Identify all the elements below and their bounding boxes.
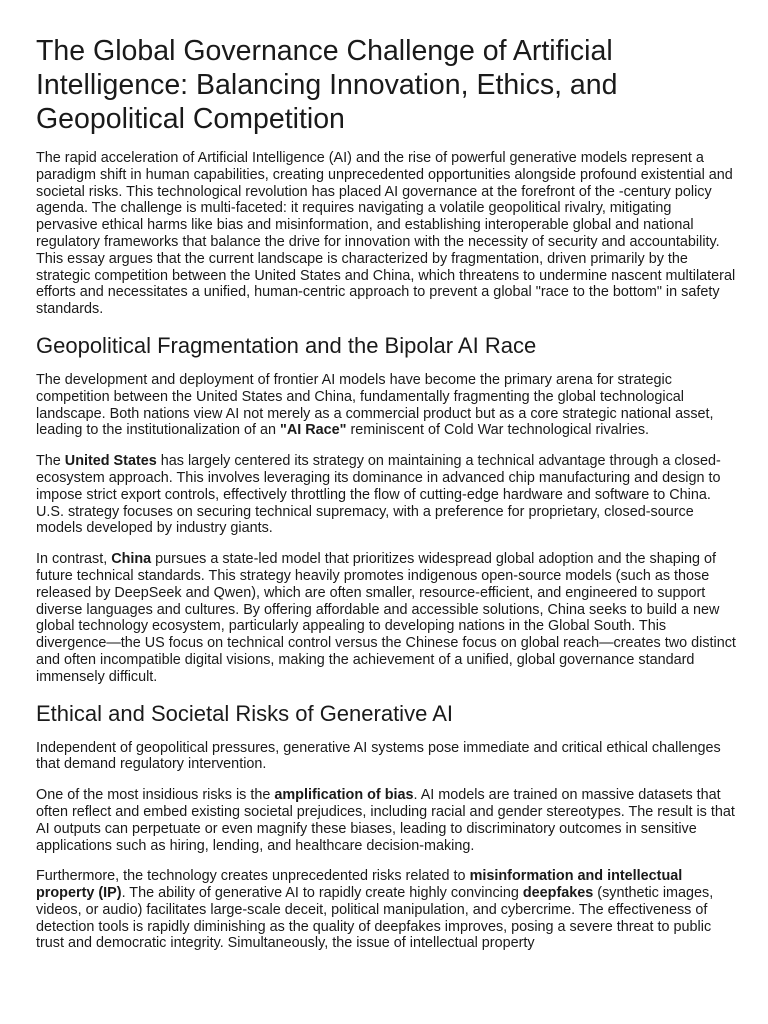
section-heading-geopolitical: Geopolitical Fragmentation and the Bipolar AI Race: [36, 332, 537, 358]
bold-term-deepfakes: deepfakes: [522, 885, 594, 902]
text-run: . AI models are trained on massive datasets that often reflect and embed existing societal prejudices, including racial and gender stereotypes. The result is that AI outputs can perpetuate or even magnify these biases, leading to discriminatory outcomes in sensitive applications such as hiring, lending, and healthcare decision-making.: [36, 787, 735, 854]
paragraph-china: [36, 551, 736, 685]
text-run: has largely centered its strategy on maintaining a technical advantage through a closed-ecosystem approach. This involves leveraging its dominance in advanced chip manufacturing and design to impose strict export controls, effectively throttling the flow of cutting-edge hardware and software to China. U.S. strategy focuses on securing technical supremacy, with a preference for proprietary, closed-source models developed by industry giants.: [36, 453, 721, 537]
bold-term-bias: amplification of bias: [274, 787, 414, 804]
bold-term-united-states: United States: [64, 453, 157, 470]
intro-paragraph: The rapid acceleration of Artificial Intelligence (AI) and the rise of powerful generative models represent a paradigm shift in human capabilities, creating unprecedented opportunities alongside profound existential and societal risks. This technological revolution has placed AI governance at the forefront of the -century policy agenda. The challenge is multi-faceted: it requires navigating a volatile geopolitical rivalry, mitigating pervasive ethical harms like bias and misinformation, and establishing interoperable global and national regulatory frameworks that balance the drive for innovation with the necessity of security and accountability. This essay argues that the current landscape is characterized by fragmentation, driven primarily by the strategic competition between the United States and China, which threatens to undermine nascent multilateral efforts and necessitates a unified, human-centric approach to prevent a global "race to the bottom" in safety standards.: [36, 150, 736, 318]
text-run: reminiscent of Cold War technological rivalries.: [346, 422, 650, 439]
text-run: The development and deployment of frontier AI models have become the primary arena for strategic competition between the United States and China, fundamentally fragmenting the global technological landscape. Both nations view AI not merely as a commercial product but as a core strategic national asset, leading to the institutionalization of an: [36, 371, 714, 439]
text-run: The: [36, 453, 65, 470]
section-heading-ethical-risks: Ethical and Societal Risks of Generative AI: [36, 700, 453, 726]
text-run: Furthermore, the technology creates unprecedented risks related to: [36, 868, 470, 885]
text-run: In contrast,: [36, 551, 112, 568]
bold-term-misinformation: misinformation and intellectual property (IP): [36, 868, 683, 902]
text-run: (synthetic images, videos, or audio) facilitates large-scale deceit, political manipulation, and cybercrime. The effectiveness of detection tools is rapidly diminishing as the quality of deepfakes improves, posing a severe threat to public trust and democratic integrity. Simultaneously, the issue of intellectual property: [36, 885, 714, 952]
paragraph-bias: [36, 787, 736, 854]
document-title: The Global Governance Challenge of Artificial Intelligence: Balancing Innovation, Ethics, and Geopolitical Competition: [36, 35, 618, 135]
text-run: pursues a state-led model that prioritizes widespread global adoption and the shaping of future technical standards. This strategy heavily promotes indigenous open-source models (such as those released by DeepSeek and Qwen), which are often smaller, resource-efficient, and engineered to support diverse languages and cultures. By offering affordable and accessible solutions, China seeks to build a new global technology ecosystem, particularly appealing to developing nations in the Global South. This divergence—the US focus on technical control versus the Chinese focus on global reach—creates two distinct and often incompatible digital visions, making the achievement of a unified, global governance standard immensely difficult.: [36, 551, 736, 685]
text-run: . The ability of generative AI to rapidly create highly convincing: [121, 885, 523, 902]
paragraph-ai-race: [36, 372, 736, 439]
bold-term-ai-race: "AI Race": [280, 422, 347, 439]
text-run: One of the most insidious risks is the: [36, 787, 275, 804]
bold-term-china: China: [111, 551, 152, 568]
paragraph-ethical-intro: Independent of geopolitical pressures, generative AI systems pose immediate and critical ethical challenges that demand regulatory intervention.: [36, 739, 721, 773]
document-body: [36, 34, 736, 966]
paragraph-united-states: [36, 453, 736, 537]
paragraph-misinformation: [36, 868, 736, 952]
